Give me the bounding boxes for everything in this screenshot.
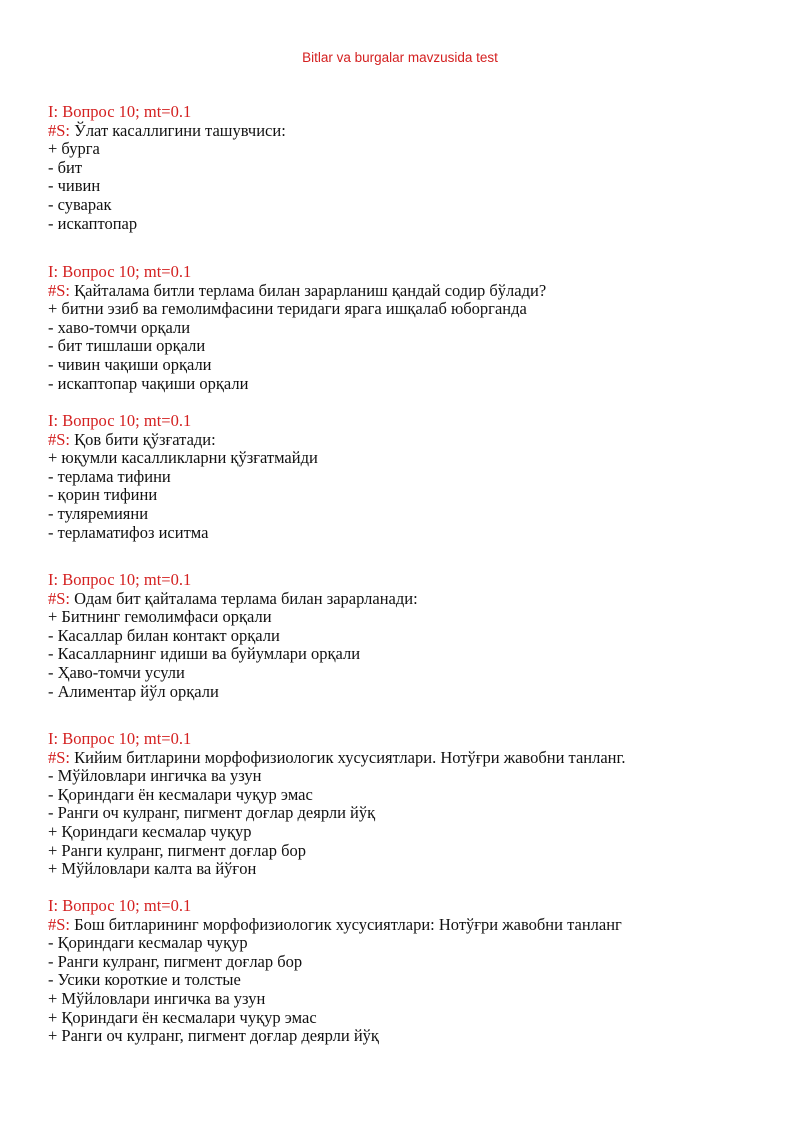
answer-option: - Ранги кулранг, пигмент доғлар бор — [48, 951, 303, 971]
question-prompt-line — [48, 749, 626, 768]
question-prompt: Қов бити қўзғатади: — [74, 429, 216, 449]
answer-option: - бит тишлаши орқали — [48, 336, 206, 356]
answer-option: + Битнинг гемолимфаси орқали — [48, 607, 272, 627]
s-tag: #S: — [48, 914, 71, 934]
answer-option: - суварак — [48, 194, 112, 214]
answer-option: - искаптопар чақиши орқали — [48, 373, 249, 393]
answer-option: - Касалларнинг идиши ва буйумлари орқали — [48, 644, 361, 664]
answer-option: - қорин тифини — [48, 485, 158, 505]
answer-option: - Қориндаги кесмалар чуқур — [48, 933, 248, 953]
question-header: I: Вопрос 10; mt=0.1 — [48, 729, 192, 748]
question-header: I: Вопрос 10; mt=0.1 — [48, 411, 192, 430]
answer-option: + Мўйловлари ингичка ва узун — [48, 988, 266, 1008]
answer-option: - чивин чақиши орқали — [48, 354, 212, 374]
answer-option: - Алиментар йўл орқали — [48, 681, 219, 701]
question-prompt-line — [48, 431, 318, 450]
answer-option: + Қориндаги ён кесмалари чуқур эмас — [48, 1007, 317, 1027]
question-block — [48, 103, 286, 233]
page-title: Bitlar va burgalar mavzusida test — [302, 50, 498, 65]
answer-option: + юқумли касалликларни қўзғатмайди — [48, 448, 318, 468]
answer-option: - терламатифоз иситма — [48, 522, 209, 542]
question-prompt-line — [48, 590, 418, 609]
s-tag: #S: — [48, 120, 71, 140]
answer-option: + Ранги кулранг, пигмент доғлар бор — [48, 840, 306, 860]
answer-option: - Мўйловлари ингичка ва узун — [48, 766, 262, 786]
question-header: I: Вопрос 10; mt=0.1 — [48, 896, 192, 915]
answer-option: - терлама тифини — [48, 466, 171, 486]
s-tag: #S: — [48, 588, 71, 608]
answer-option: - Касаллар билан контакт орқали — [48, 625, 280, 645]
question-header: I: Вопрос 10; mt=0.1 — [48, 102, 192, 121]
answer-option: + Ранги оч кулранг, пигмент доғлар деярли йўқ — [48, 1026, 379, 1046]
question-prompt: Кийим битларини морфофизиологик хусусиятлари. Нотўғри жавобни танланг. — [74, 747, 626, 767]
question-prompt: Одам бит қайталама терлама билан зарарланади: — [74, 588, 418, 608]
s-tag: #S: — [48, 429, 71, 449]
answer-option: + Мўйловлари калта ва йўғон — [48, 859, 257, 879]
question-block — [48, 263, 546, 393]
answer-option: - искаптопар — [48, 213, 138, 233]
answer-option: - Ҳаво-томчи усули — [48, 662, 185, 682]
answer-option: - чивин — [48, 176, 101, 196]
question-block — [48, 897, 622, 1046]
answer-option: + Қориндаги кесмалар чуқур — [48, 821, 252, 841]
question-prompt-line — [48, 282, 546, 301]
question-block — [48, 730, 626, 879]
answer-option: - Ранги оч кулранг, пигмент доғлар деярли йўқ — [48, 803, 376, 823]
question-header: I: Вопрос 10; mt=0.1 — [48, 262, 192, 281]
answer-option: - бит — [48, 157, 83, 177]
s-tag: #S: — [48, 747, 71, 767]
question-header: I: Вопрос 10; mt=0.1 — [48, 570, 192, 589]
question-prompt-line — [48, 122, 286, 141]
answer-option: - туляремияни — [48, 503, 149, 523]
answer-option: - Қориндаги ён кесмалари чуқур эмас — [48, 784, 313, 804]
question-block — [48, 571, 418, 701]
answer-option: + битни эзиб ва гемолимфасини теридаги ярага ишқалаб юборганда — [48, 299, 527, 319]
answer-option: + бурга — [48, 139, 100, 159]
answer-option: - Усики короткие и толстые — [48, 970, 241, 990]
question-block — [48, 412, 318, 542]
answer-option: - хаво-томчи орқали — [48, 317, 191, 337]
s-tag: #S: — [48, 280, 71, 300]
question-prompt: Қайталама битли терлама билан зарарланиш қандай содир бўлади? — [74, 280, 547, 300]
question-prompt: Ўлат касаллигини ташувчиси: — [74, 120, 286, 140]
question-prompt: Бош битларининг морфофизиологик хусусиятлари: Нотўғри жавобни танланг — [74, 914, 622, 934]
question-prompt-line — [48, 916, 622, 935]
